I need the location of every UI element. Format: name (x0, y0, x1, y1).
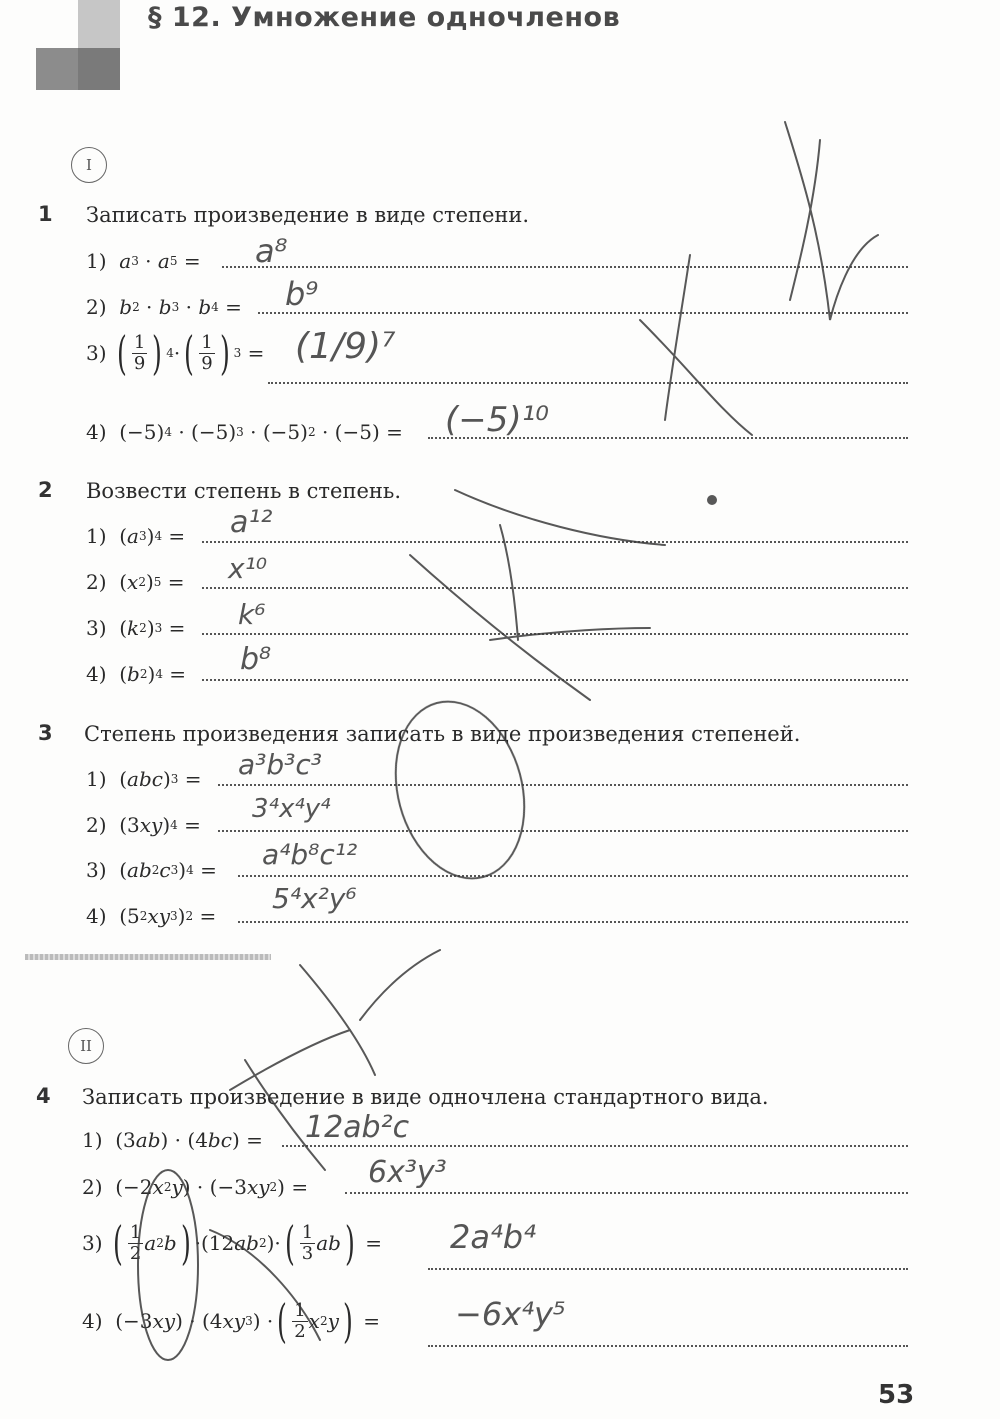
task-2-item-1: 1) ( a 3 ) 4 = (86, 524, 186, 548)
task-4-answer-4: −6x⁴y⁵ (455, 1295, 566, 1333)
task-2-text: Возвести степень в степень. (86, 479, 401, 503)
task-3-number: 3 (38, 721, 53, 745)
task-3-text: Степень произведения записать в виде произведения степеней. (84, 722, 801, 746)
task-1-answer-4: (−5)¹⁰ (445, 400, 549, 440)
task-2-answer-1: a¹² (230, 505, 273, 540)
task-2-answer-4: b⁸ (240, 642, 272, 677)
task-3-item-3: 3) ( ab 2 c 3 ) 4 = (86, 858, 217, 882)
page-number: 53 (878, 1380, 915, 1410)
section-badge-2: II (68, 1028, 104, 1064)
task-2-item-4: 4) ( b 2 ) 4 = (86, 662, 187, 686)
task-4-text: Записать произведение в виде одночлена стандартного вида. (82, 1085, 769, 1109)
task-4-item-3: 3) ( $\frac{1}{2}$ a 2 b ) ·(12 ab 2 )· ( $\frac{1}{3}$ ab ) = (82, 1216, 383, 1270)
page-title: § 12. Умножение одночленов (148, 2, 621, 33)
task-1-number: 1 (38, 202, 53, 226)
task-4-item-4: 4) (−3 xy ) · (4 xy 3 ) · ( $\frac{1}{2}$ x 2 y ) = (82, 1294, 380, 1348)
task-1-item-2: 2) b 2 · b 3 · b 4 = (86, 295, 242, 319)
task-1-item-3: 3) ( $\frac{1}{9}$ ) 4 · ( $\frac{1}{9}$ ) 3 = (86, 326, 265, 380)
task-3-item-1: 1) ( abc ) 3 = (86, 767, 202, 791)
task-4-answer-3: 2a⁴b⁴ (450, 1218, 536, 1256)
task-4-answer-1: 12ab²c (305, 1110, 410, 1145)
task-3-answer-3: a⁴b⁸c¹² (262, 838, 358, 871)
task-2-answer-2: x¹⁰ (228, 552, 268, 585)
task-1-answer-1: a⁸ (255, 232, 288, 270)
task-3-answer-1: a³b³c³ (238, 748, 322, 781)
task-2-item-2: 2) ( x 2 ) 5 = (86, 570, 185, 594)
task-1-answer-3: (1/9)⁷ (295, 326, 396, 367)
task-4-item-1: 1) (3 ab ) · (4 bc ) = (82, 1128, 263, 1152)
task-2-item-3: 3) ( k 2 ) 3 = (86, 616, 186, 640)
task-3-item-2: 2) (3 xy ) 4 = (86, 813, 201, 837)
section-badge-1: I (71, 147, 107, 183)
task-4-number: 4 (36, 1084, 51, 1108)
task-3-item-4: 4) (5 2 xy 3 ) 2 = (86, 904, 217, 928)
task-2-number: 2 (38, 478, 53, 502)
task-1-item-4: 4) (−5) 4 · (−5) 3 · (−5) 2 · (−5) = (86, 420, 403, 444)
task-1-text: Записать произведение в виде степени. (86, 203, 530, 227)
task-1-answer-2: b⁹ (285, 275, 319, 313)
task-4-answer-2: 6x³y³ (368, 1155, 447, 1190)
task-1-item-1: 1) a 3 · a 5 = (86, 249, 201, 273)
task-2-answer-3: k⁶ (238, 598, 266, 631)
task-4-item-2: 2) (−2 x 2 y ) · (−3 xy 2 ) = (82, 1175, 309, 1199)
task-3-answer-4: 5⁴x²y⁶ (272, 882, 357, 915)
task-3-answer-2: 3⁴x⁴y⁴ (252, 794, 331, 824)
